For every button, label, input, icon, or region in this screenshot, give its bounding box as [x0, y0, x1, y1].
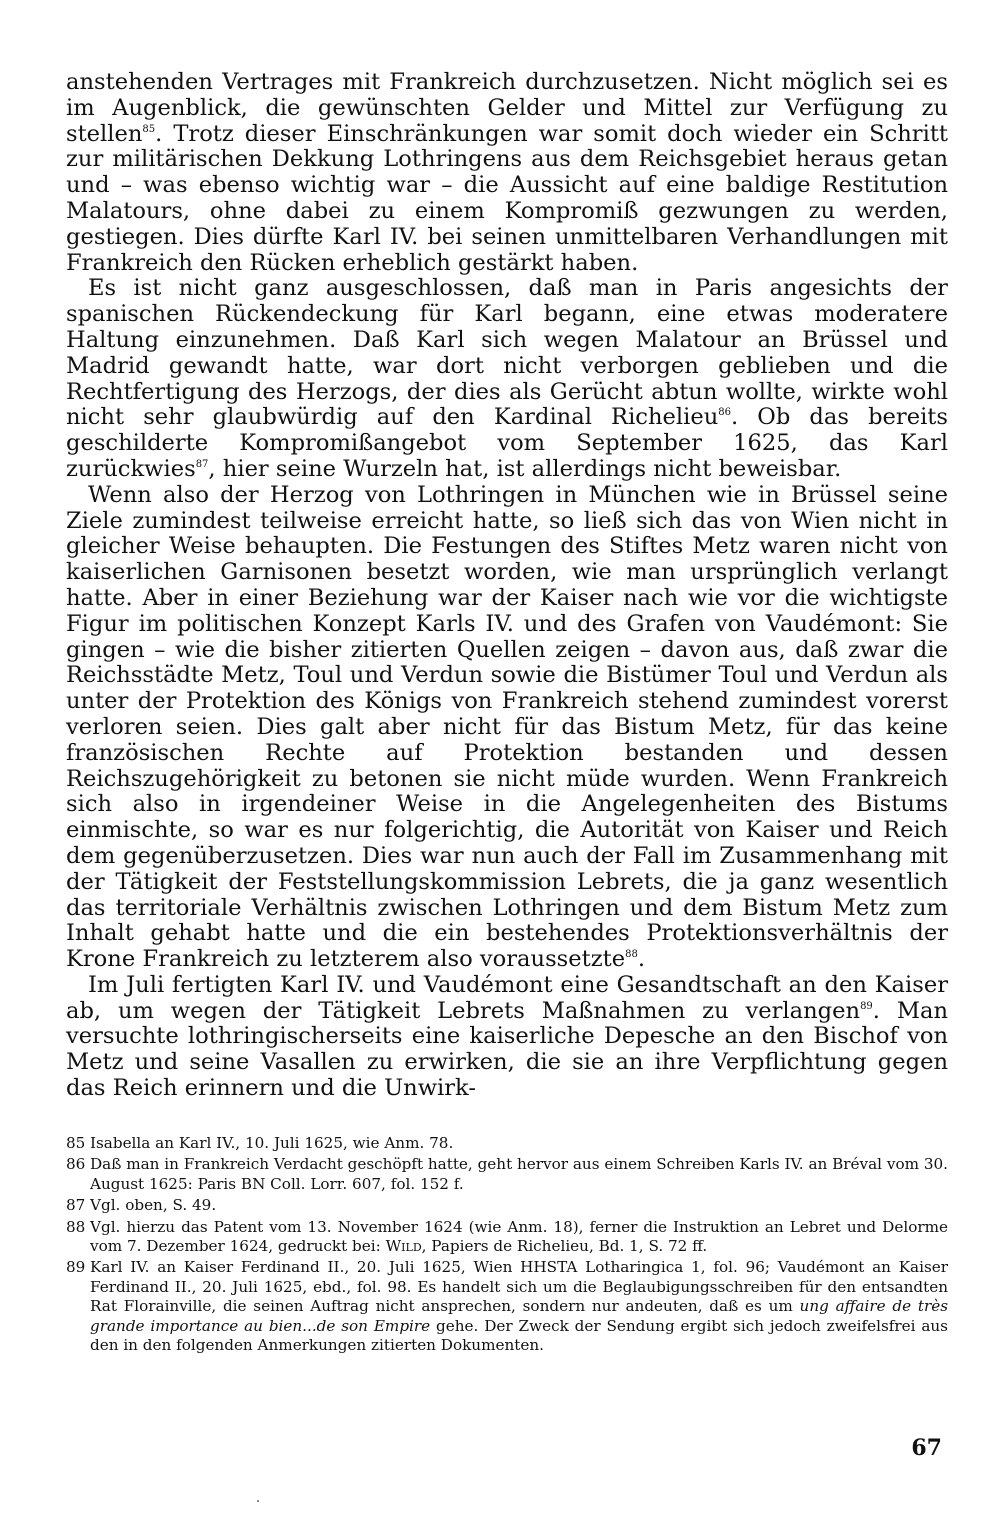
text-run: Im Juli fertigten Karl IV. und Vaudémont eine Gesandtschaft an den Kaiser ab, um wegen der Tätigkeit Lebrets Maßnahmen zu verlangen [66, 971, 948, 1024]
text-run: Es ist nicht ganz ausgeschlossen, daß man in Paris angesichts der spanischen Rückendeckung für Karl begann, eine etwas moderatere Haltung einzunehmen. Daß Karl sich wegen Malatour an Brüssel und Madrid gewandt hatte, war dort nicht verborgen geblieben und die Rechtfertigung des Herzogs, der dies als Gerücht abtun wollte, wirkte wohl nicht sehr glaubwürdig auf den Kardinal Richelieu [66, 275, 948, 431]
footnote-number: 88 [66, 1217, 86, 1236]
text-run: Vgl. hierzu das Patent vom 13. November 1624 (wie Anm. 18), ferner die Instruktion an Lebret und Delorme vom 7. Dezember 1624, gedruckt bei: [90, 1217, 948, 1256]
footnote [66, 1196, 948, 1215]
footnote-text: Daß man in Frankreich Verdacht geschöpft hatte, geht hervor aus einem Schreiben Karls IV. an Bréval vom 30. August 1625: Paris BN Coll. Lorr. 607, fol. 152 f. [90, 1155, 948, 1193]
text-run: anstehenden Vertrages mit Frankreich durchzusetzen. Nicht möglich sei es im Augenblick, die gewünschten Gelder und Mittel zur Verfügung zu stellen [66, 69, 948, 147]
text-run: . Man versuchte lothringischerseits eine kaiserliche Depesche an den Bischof von Metz und seine Vasallen zu erwirken, die sie an ihre Verpflichtung gegen das Reich erinnern und die Unwirk- [66, 997, 948, 1102]
footnotes [66, 1134, 948, 1357]
footnote-ref: 89 [860, 1000, 873, 1012]
text-run: . Trotz dieser Einschränkungen war somit doch wieder ein Schritt zur militärischen Dekkung Lothringens aus dem Reichsgebiet heraus getan und – was ebenso wichtig war – die Aussicht auf eine baldige Restitution Malatours, ohne dabei zu einem Kompromiß gezwungen zu werden, gestiegen. Dies dürfte Karl IV. bei seinen unmittelbaren Verhandlungen mit Frankreich den Rücken erheblich gestärkt haben. [66, 120, 948, 276]
text-run: Wenn also der Herzog von Lothringen in München wie in Brüssel seine Ziele zumindest teilweise erreicht hatte, so ließ sich das von Wien nicht in gleicher Weise behaupten. Die Festungen des Stiftes Metz waren nicht von kaiserlichen Garnisonen besetzt worden, wie man ursprünglich verlangt hatte. Aber in einer Beziehung war der Kaiser nach wie vor die wichtigste Figur im politischen Konzept Karls IV. und des Grafen von Vaudémont: Sie gingen – wie die bisher zitierten Quellen zeigen – davon aus, daß zwar die Reichsstädte Metz, Toul und Verdun sowie die Bistümer Toul und Verdun als unter der Protektion des Königs von Frankreich stehend zumindest vorerst verloren seien. Dies galt aber nicht für das Bistum Metz, für das keine französischen Rechte auf Protektion bestanden und dessen Reichszugehörigkeit zu betonen sie nicht müde wurden. Wenn Frankreich sich also in irgendeiner Weise in die Angelegenheiten des Bistums einmischte, so war es nur folgerichtig, die Autorität von Kaiser und Reich dem gegenüberzusetzen. Dies war nun auch der Fall im Zusammenhang mit der Tätigkeit der Feststellungskommission Lebrets, die ja ganz wesentlich das territoriale Verhältnis zwischen Lothringen und dem Bistum Metz zum Inhalt gehabt hatte und die ein bestehendes Protektionsverhältnis der Krone Frankreich zu letzterem also voraussetzte [66, 481, 948, 973]
text-run: , hier seine Wurzeln hat, ist allerdings nicht beweisbar. [208, 455, 842, 482]
footnote-text [90, 1258, 948, 1355]
text-run: , Papiers de Richelieu, Bd. 1, S. 72 ff. [421, 1237, 708, 1256]
paragraph-2 [66, 276, 948, 482]
text-run: . Ob das bereits geschilderte Kompromißangebot vom September 1625, das Karl zurückwies [66, 404, 948, 482]
scan-speck [257, 1500, 259, 1502]
footnote-text: Isabella an Karl IV., 10. Juli 1625, wie Anm. 78. [90, 1134, 454, 1152]
text-run: . [637, 946, 645, 973]
footnote-number: 85 [66, 1134, 86, 1152]
text-run: Karl IV. an Kaiser Ferdinand II., 20. Juli 1625, Wien HHSTA Lotharingica 1, fol. 96; Vaudémont an Kaiser Ferdinand II., 20. Juli 1625, ebd., fol. 98. Es handelt sich um die Beglaubigungsschreiben für den entsandten Rat Florainville, die seinen Auftrag nicht ansprechen, sondern nur andeuten, daß es um [90, 1258, 948, 1316]
footnote [66, 1218, 948, 1257]
author-name: Wild [385, 1237, 422, 1256]
footnote-ref: 87 [195, 458, 209, 470]
italic-quote: ung affaire de très grande importance au bien...de son Empire [90, 1297, 948, 1335]
paragraph-1 [66, 70, 948, 276]
footnote [66, 1155, 948, 1194]
paragraph-3 [66, 483, 948, 973]
footnote-text [90, 1218, 948, 1257]
footnote-number: 86 [66, 1155, 86, 1174]
footnote-text: Vgl. oben, S. 49. [90, 1196, 217, 1215]
footnote-number: 89 [66, 1258, 86, 1277]
footnote [66, 1134, 948, 1153]
footnote-ref: 86 [718, 407, 731, 419]
main-text [66, 70, 948, 1102]
text-run: gehe. Der Zweck der Sendung ergibt sich jedoch zweifelsfrei aus den in den folgenden Anmerkungen zitierten Dokumenten. [90, 1316, 948, 1355]
paragraph-4 [66, 973, 948, 1102]
page-number: 67 [911, 1435, 942, 1461]
footnote-ref: 88 [625, 949, 638, 961]
footnote [66, 1258, 948, 1355]
footnote-ref: 85 [142, 123, 156, 135]
footnote-number: 87 [66, 1196, 86, 1215]
